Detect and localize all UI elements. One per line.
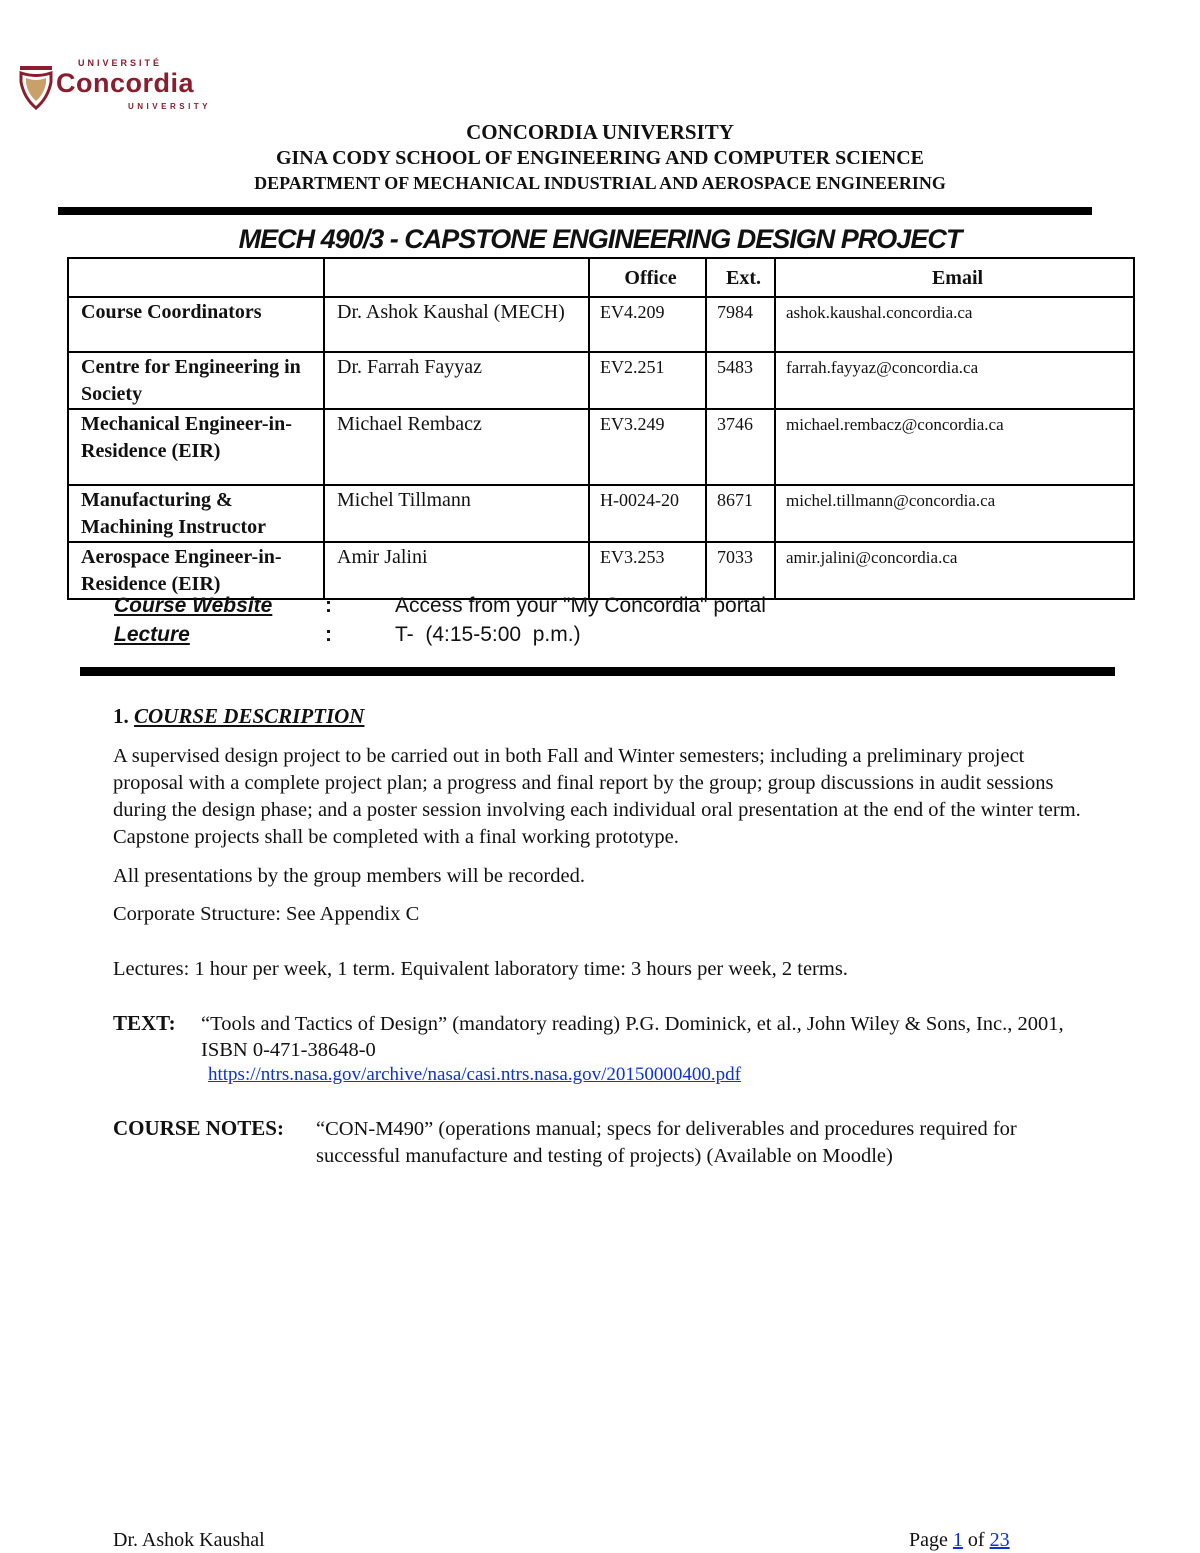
cell-office: EV4.209	[589, 297, 706, 352]
cell-ext: 7984	[706, 297, 775, 352]
header-email: Email	[775, 258, 1134, 297]
section-divider	[80, 667, 1115, 676]
lecture-label: Lecture	[114, 623, 190, 646]
cell-email: ashok.kaushal.concordia.ca	[775, 297, 1134, 352]
cell-office: EV3.253	[589, 542, 706, 599]
section-heading	[113, 704, 364, 729]
cell-ext: 5483	[706, 352, 775, 409]
table-row	[68, 485, 1134, 542]
cell-role: Course Coordinators	[68, 297, 324, 352]
page-of: of	[967, 1529, 985, 1551]
cell-name: Dr. Farrah Fayyaz	[324, 352, 589, 409]
table-header-row	[68, 258, 1134, 297]
crest-icon	[18, 60, 54, 110]
textbook-reference: “Tools and Tactics of Design” (mandatory reading) P.G. Dominick, et al., John Wiley & Sons, Inc., 2001, ISBN 0-471-38648-0	[201, 1013, 1064, 1061]
table-row	[68, 352, 1134, 409]
page-current[interactable]: 1	[952, 1529, 963, 1551]
page-prefix: Page	[909, 1529, 948, 1551]
cell-email: amir.jalini@concordia.ca	[775, 542, 1134, 599]
cell-email: michael.rembacz@concordia.ca	[775, 409, 1134, 485]
cell-name: Dr. Ashok Kaushal (MECH)	[324, 297, 589, 352]
cell-role: Aerospace Engineer-in-Residence (EIR)	[68, 542, 324, 599]
cell-role: Manufacturing & Machining Instructor	[68, 485, 324, 542]
cell-name: Michael Rembacz	[324, 409, 589, 485]
contacts-table	[67, 257, 1135, 600]
course-notes-body: “CON-M490” (operations manual; specs for deliverables and procedures required for successful manufacture and testing of projects) (Available on Moodle)	[316, 1118, 1017, 1167]
school-heading: GINA CODY SCHOOL OF ENGINEERING AND COMPUTER SCIENCE	[275, 147, 925, 169]
textbook-link[interactable]: https://ntrs.nasa.gov/archive/nasa/casi.ntrs.nasa.gov/20150000400.pdf	[208, 1064, 741, 1085]
header-divider	[58, 207, 1092, 215]
header-name	[324, 258, 589, 297]
lecture-hours-note: Lectures: 1 hour per week, 1 term. Equivalent laboratory time: 3 hours per week, 2 terms.	[113, 958, 848, 980]
cell-name: Michel Tillmann	[324, 485, 589, 542]
cell-email: michel.tillmann@concordia.ca	[775, 485, 1134, 542]
course-title: MECH 490/3 - CAPSTONE ENGINEERING DESIGN PROJECT	[238, 224, 962, 254]
department-heading: DEPARTMENT OF MECHANICAL INDUSTRIAL AND AEROSPACE ENGINEERING	[254, 173, 946, 193]
cell-ext: 3746	[706, 409, 775, 485]
course-website-separator: :	[325, 594, 332, 617]
cell-role: Mechanical Engineer-in-Residence (EIR)	[68, 409, 324, 485]
header-role	[68, 258, 324, 297]
cell-ext: 8671	[706, 485, 775, 542]
university-heading: CONCORDIA UNIVERSITY	[466, 120, 734, 144]
footer-author: Dr. Ashok Kaushal	[113, 1529, 265, 1551]
concordia-logo	[18, 58, 223, 118]
cell-ext: 7033	[706, 542, 775, 599]
cell-office: EV3.249	[589, 409, 706, 485]
lecture-value: T- (4:15-5:00 p.m.)	[395, 623, 581, 646]
cell-role: Centre for Engineering in Society	[68, 352, 324, 409]
section-number: 1.	[113, 704, 129, 728]
logo-top-text: UNIVERSITÉ	[78, 58, 163, 68]
table-row	[68, 409, 1134, 485]
description-paragraph: A supervised design project to be carried out in both Fall and Winter semesters; including a preliminary project proposal with a complete project plan; a progress and final report by the group; group discussions in audit sessions during the design phase; and a poster session involving each individual oral presentation at the end of the winter term. Capstone projects shall be completed with a final working prototype.	[113, 745, 1081, 848]
table-row	[68, 297, 1134, 352]
page-total[interactable]: 23	[989, 1529, 1010, 1551]
header-office: Office	[589, 258, 706, 297]
logo-name: Concordia	[56, 68, 195, 98]
lecture-separator: :	[325, 623, 332, 646]
cell-name: Amir Jalini	[324, 542, 589, 599]
course-website-label: Course Website	[114, 594, 273, 617]
recording-note: All presentations by the group members will be recorded.	[113, 865, 585, 887]
section-title: COURSE DESCRIPTION	[134, 704, 365, 728]
course-website-value: Access from your "My Concordia" portal	[395, 594, 766, 617]
corporate-structure-note: Corporate Structure: See Appendix C	[113, 903, 420, 925]
cell-office: H-0024-20	[589, 485, 706, 542]
cell-email: farrah.fayyaz@concordia.ca	[775, 352, 1134, 409]
header-ext: Ext.	[706, 258, 775, 297]
table-row	[68, 542, 1134, 599]
page-number	[909, 1529, 1010, 1552]
cell-office: EV2.251	[589, 352, 706, 409]
text-label: TEXT:	[113, 1011, 176, 1035]
course-notes-label: COURSE NOTES:	[113, 1116, 284, 1140]
logo-bottom-text: UNIVERSITY	[128, 102, 212, 111]
